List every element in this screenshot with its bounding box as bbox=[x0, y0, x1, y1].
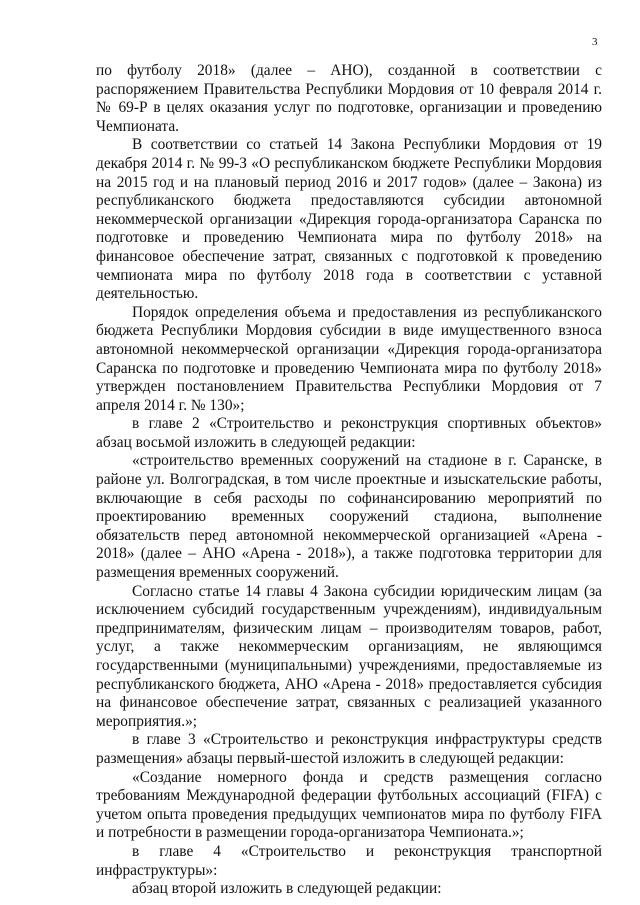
paragraph: в главе 2 «Строительство и реконструкция спортивных объектов» абзац восьмой изложить в следующей редакции: bbox=[96, 415, 602, 451]
paragraph: «строительство временных сооружений на стадионе в г. Саранске, в районе ул. Волгоградская, в том числе проектные и изыскательские работы, включающие в себя расходы по софинансированию мероприятий по проектированию временных сооружений стадиона, выполнение обязательств перед автономной некоммерческой организацией «Арена - 2018» (далее – АНО «Арена - 2018»), а также подготовка территории для размещения временных сооружений. bbox=[96, 452, 602, 582]
paragraph: абзац второй изложить в следующей редакции: bbox=[132, 880, 442, 898]
paragraph: «Создание номерного фонда и средств размещения согласно требованиям Международной федерации футбольных ассоциаций (FIFA) с учетом опыта проведения предыдущих чемпионатов мира по футболу FIFA и потребности в размещении города-организатора Чемпионата.»; bbox=[96, 768, 602, 842]
paragraph: в главе 3 «Строительство и реконструкция инфраструктуры средств размещения» абзацы первый-шестой изложить в следующей редакции: bbox=[96, 731, 602, 767]
paragraph: В соответствии со статьей 14 Закона Республики Мордовия от 19 декабря 2014 г. № 99-З «О республиканском бюджете Республики Мордовия на 2015 год и на плановый период 2016 и 2017 годов» (далее – Закона) из республиканского бюджета предоставляются субсидии автономной некоммерческой организации «Дирекция города-организатора Саранска по подготовке и проведению Чемпионата мира по футболу 2018» на финансовое обеспечение затрат, связанных с подготовкой к проведению чемпионата мира по футболу 2018 года в соответствии с уставной деятельностью. bbox=[96, 136, 602, 303]
paragraph: Согласно статье 14 главы 4 Закона субсидии юридическим лицам (за исключением субсидий государственным учреждениям), индивидуальным предпринимателям, физическим лицам – производителям товаров, работ, услуг, а также некоммерческим организациям, не являющимся государственными (муниципальными) учреждениями, предоставляемые из республиканского бюджета, АНО «Арена - 2018» предоставляется субсидия на финансовое обеспечение затрат, связанных с реализацией указанного мероприятия.»; bbox=[96, 582, 602, 730]
document-body bbox=[96, 62, 602, 899]
paragraph: Порядок определения объема и предоставления из республиканского бюджета Республики Мордовия субсидии в виде имущественного взноса автономной некоммерческой организации «Дирекция города-организатора Саранска по подготовке и проведению Чемпионата мира по футболу 2018» утвержден постановлением Правительства Республики Мордовия от 7 апреля 2014 г. № 130»; bbox=[96, 303, 602, 414]
paragraph: по футболу 2018» (далее – АНО), созданной в соответствии с распоряжением Правительства Республики Мордовия от 10 февраля 2014 г. № 69-Р в целях оказания услуг по подготовке, организации и проведению Чемпионата. bbox=[96, 62, 602, 135]
page-number: 3 bbox=[592, 36, 598, 48]
paragraph: в главе 4 «Строительство и реконструкция транспортной инфраструктуры»: bbox=[96, 842, 602, 879]
